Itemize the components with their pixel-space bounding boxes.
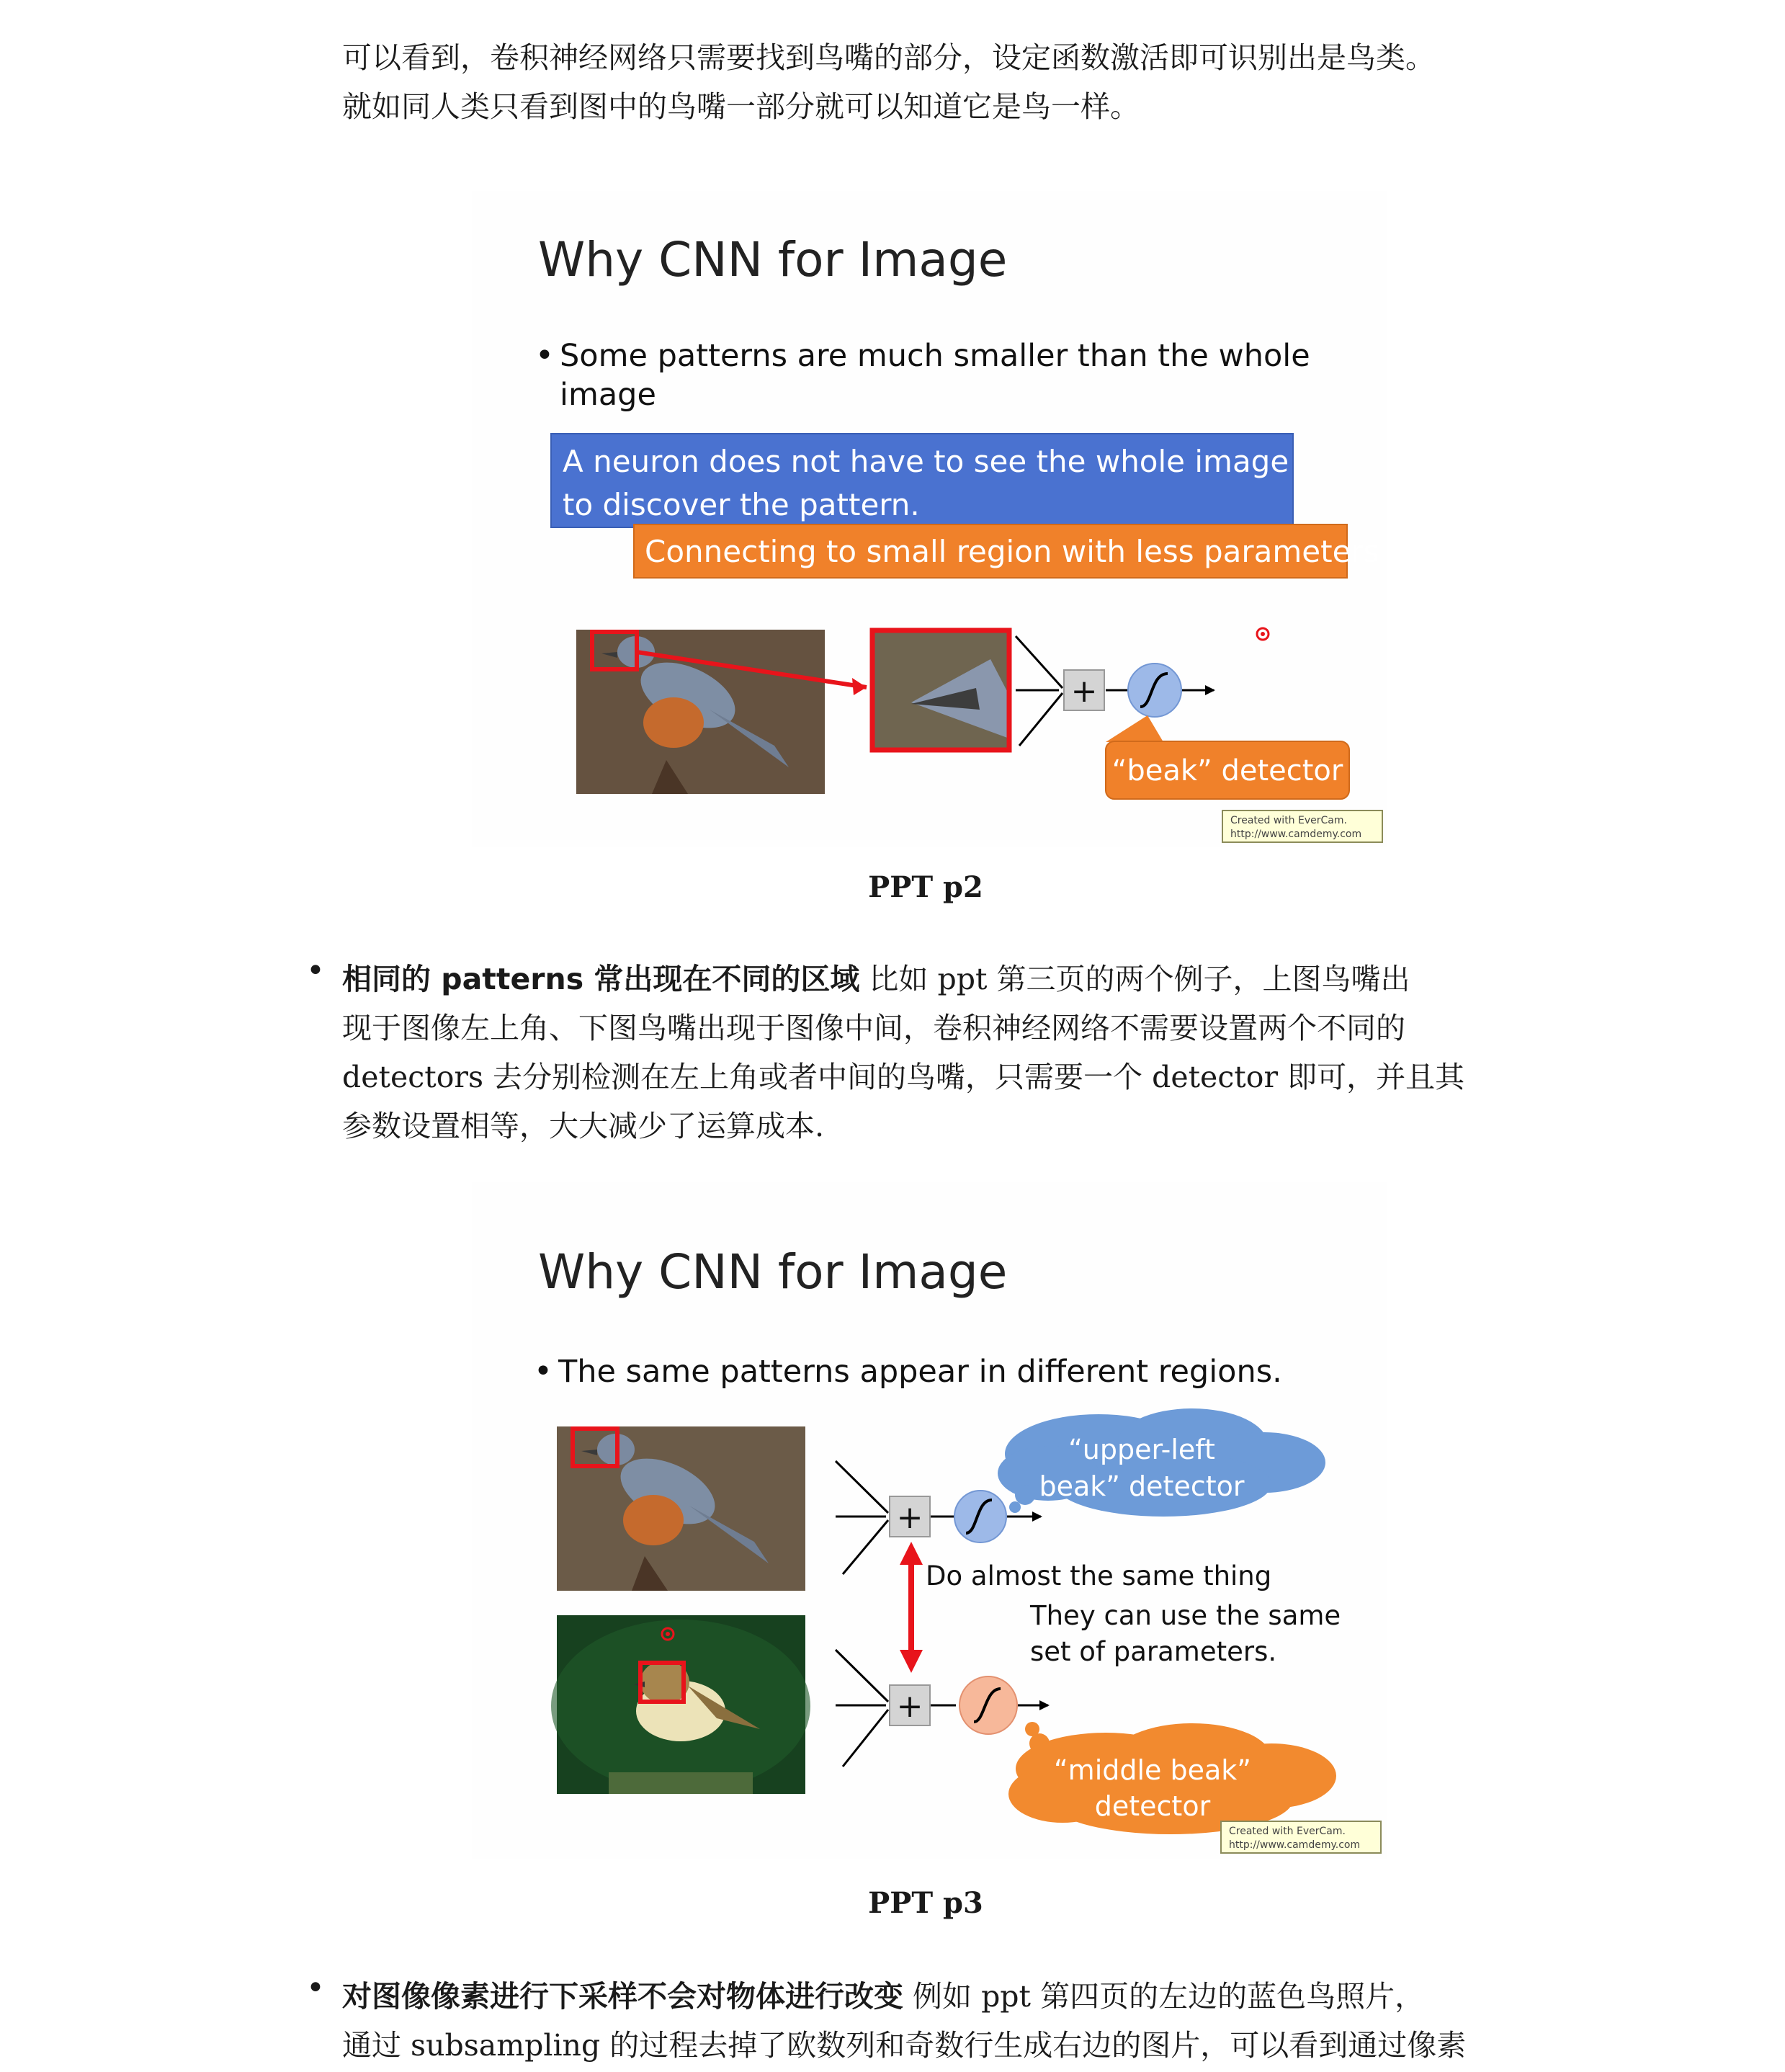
- bullet-2-paragraph: [342, 1972, 1509, 2070]
- slide-ppt-p2: [472, 191, 1387, 847]
- upper-activation-node: [954, 1491, 1006, 1542]
- bullet-1-line-1-rest: 比如 ppt 第三页的两个例子，上图鸟嘴出: [859, 962, 1410, 996]
- caption-ppt-p3: PPT p3: [868, 1886, 983, 1920]
- lower-cloud-line-2: detector: [1094, 1790, 1211, 1822]
- bullet-1-paragraph: [342, 955, 1509, 1151]
- intro-line-1: 可以看到，卷积神经网络只需要找到鸟嘴的部分，设定函数激活即可识别出是鸟类。: [342, 40, 1435, 75]
- lower-activation-node: [959, 1676, 1017, 1734]
- slide-2-bullet-dot: •: [534, 1353, 552, 1390]
- bird-photo-middle: [551, 1615, 810, 1794]
- caption-ppt-p2: PPT p2: [868, 870, 983, 904]
- slide-2-title: Why CNN for Image: [538, 1244, 1008, 1300]
- intro-line-2: 就如同人类只看到图中的鸟嘴一部分就可以知道它是鸟一样。: [342, 89, 1140, 124]
- output-arrow-head: [1205, 685, 1215, 695]
- same-thing-arrow-down: [900, 1650, 923, 1673]
- sum-node-plus: +: [1070, 673, 1098, 710]
- activation-node: [1128, 664, 1181, 717]
- intro-paragraph: [342, 33, 1509, 131]
- bullet-2-line-1: [342, 1972, 1509, 2021]
- upper-sum-plus: +: [896, 1499, 923, 1536]
- slide-1-bullet-dot: •: [535, 337, 554, 374]
- input-arrows: [1016, 636, 1062, 746]
- upper-cloud-line-1: “upper-left: [1068, 1434, 1215, 1465]
- detector-callout-text: “beak” detector: [1111, 754, 1343, 787]
- bird-photo-1: [576, 630, 825, 794]
- blue-callout-line-1: A neuron does not have to see the whole image: [563, 444, 1289, 479]
- watermark-line-1: Created with EverCam.: [1230, 815, 1347, 826]
- bullet-1-bold: 相同的 patterns 常出现在不同的区域: [342, 962, 860, 996]
- same-thing-arrow-up: [900, 1542, 923, 1565]
- bird-photo-upper: [557, 1426, 805, 1591]
- bullet-1-line-1: [342, 955, 1509, 1004]
- same-thing-text: Do almost the same thing: [926, 1560, 1272, 1591]
- slide-1-bullet-line-2: image: [560, 377, 656, 413]
- slide-1-title: Why CNN for Image: [538, 232, 1008, 287]
- bullet-2-line-1-rest: 例如 ppt 第四页的左边的蓝色鸟照片，: [903, 1979, 1425, 2014]
- lower-input-arrows: [836, 1650, 888, 1767]
- slide-ppt-p3: [472, 1182, 1387, 1859]
- orange-callout-text: Connecting to small region with less parameters: [645, 534, 1379, 569]
- watermark-2-line-1: Created with EverCam.: [1229, 1826, 1346, 1837]
- upper-output-arrow-head: [1032, 1511, 1042, 1522]
- slide-2-figure: [472, 1182, 1387, 1859]
- pointer-dot-center: [1261, 632, 1265, 636]
- bullet-1-line-2: 现于图像左上角、下图鸟嘴出现于图像中间，卷积神经网络不需要设置两个不同的: [342, 1011, 1405, 1045]
- slide-1-bullet-line-1: Some patterns are much smaller than the whole: [560, 338, 1310, 374]
- slide-1-figure: [472, 191, 1387, 847]
- lower-sum-plus: +: [896, 1688, 923, 1725]
- bullet-1-dot: •: [306, 952, 325, 989]
- params-line-1: They can use the same: [1030, 1600, 1341, 1631]
- detector-callout-pointer: [1106, 715, 1163, 742]
- upper-cloud-line-2: beak” detector: [1039, 1470, 1245, 1502]
- upper-input-arrows: [836, 1461, 888, 1574]
- params-line-2: set of parameters.: [1030, 1636, 1277, 1667]
- bullet-1-line-3: detectors 去分别检测在左上角或者中间的鸟嘴，只需要一个 detector 即可，并且其: [342, 1060, 1465, 1094]
- lower-cloud-line-1: “middle beak”: [1054, 1754, 1251, 1786]
- zoom-arrow-head: [852, 678, 867, 695]
- bullet-2-bold: 对图像像素进行下采样不会对物体进行改变: [342, 1979, 903, 2014]
- lower-output-arrow-head: [1039, 1700, 1050, 1710]
- slide-2-bullet: The same patterns appear in different regions.: [558, 1354, 1282, 1390]
- bullet-2-line-2: 通过 subsampling 的过程去掉了欧数列和奇数行生成右边的图片，可以看到通过像素: [342, 2028, 1467, 2063]
- bullet-2-dot: •: [306, 1970, 325, 2006]
- bullet-1-line-4: 参数设置相等，大大减少了运算成本.: [342, 1109, 825, 1143]
- blue-callout-line-2: to discover the pattern.: [563, 487, 920, 522]
- watermark-line-2: http://www.camdemy.com: [1230, 829, 1362, 840]
- watermark-2-line-2: http://www.camdemy.com: [1229, 1839, 1361, 1851]
- zoomed-beak-patch: [872, 630, 1009, 750]
